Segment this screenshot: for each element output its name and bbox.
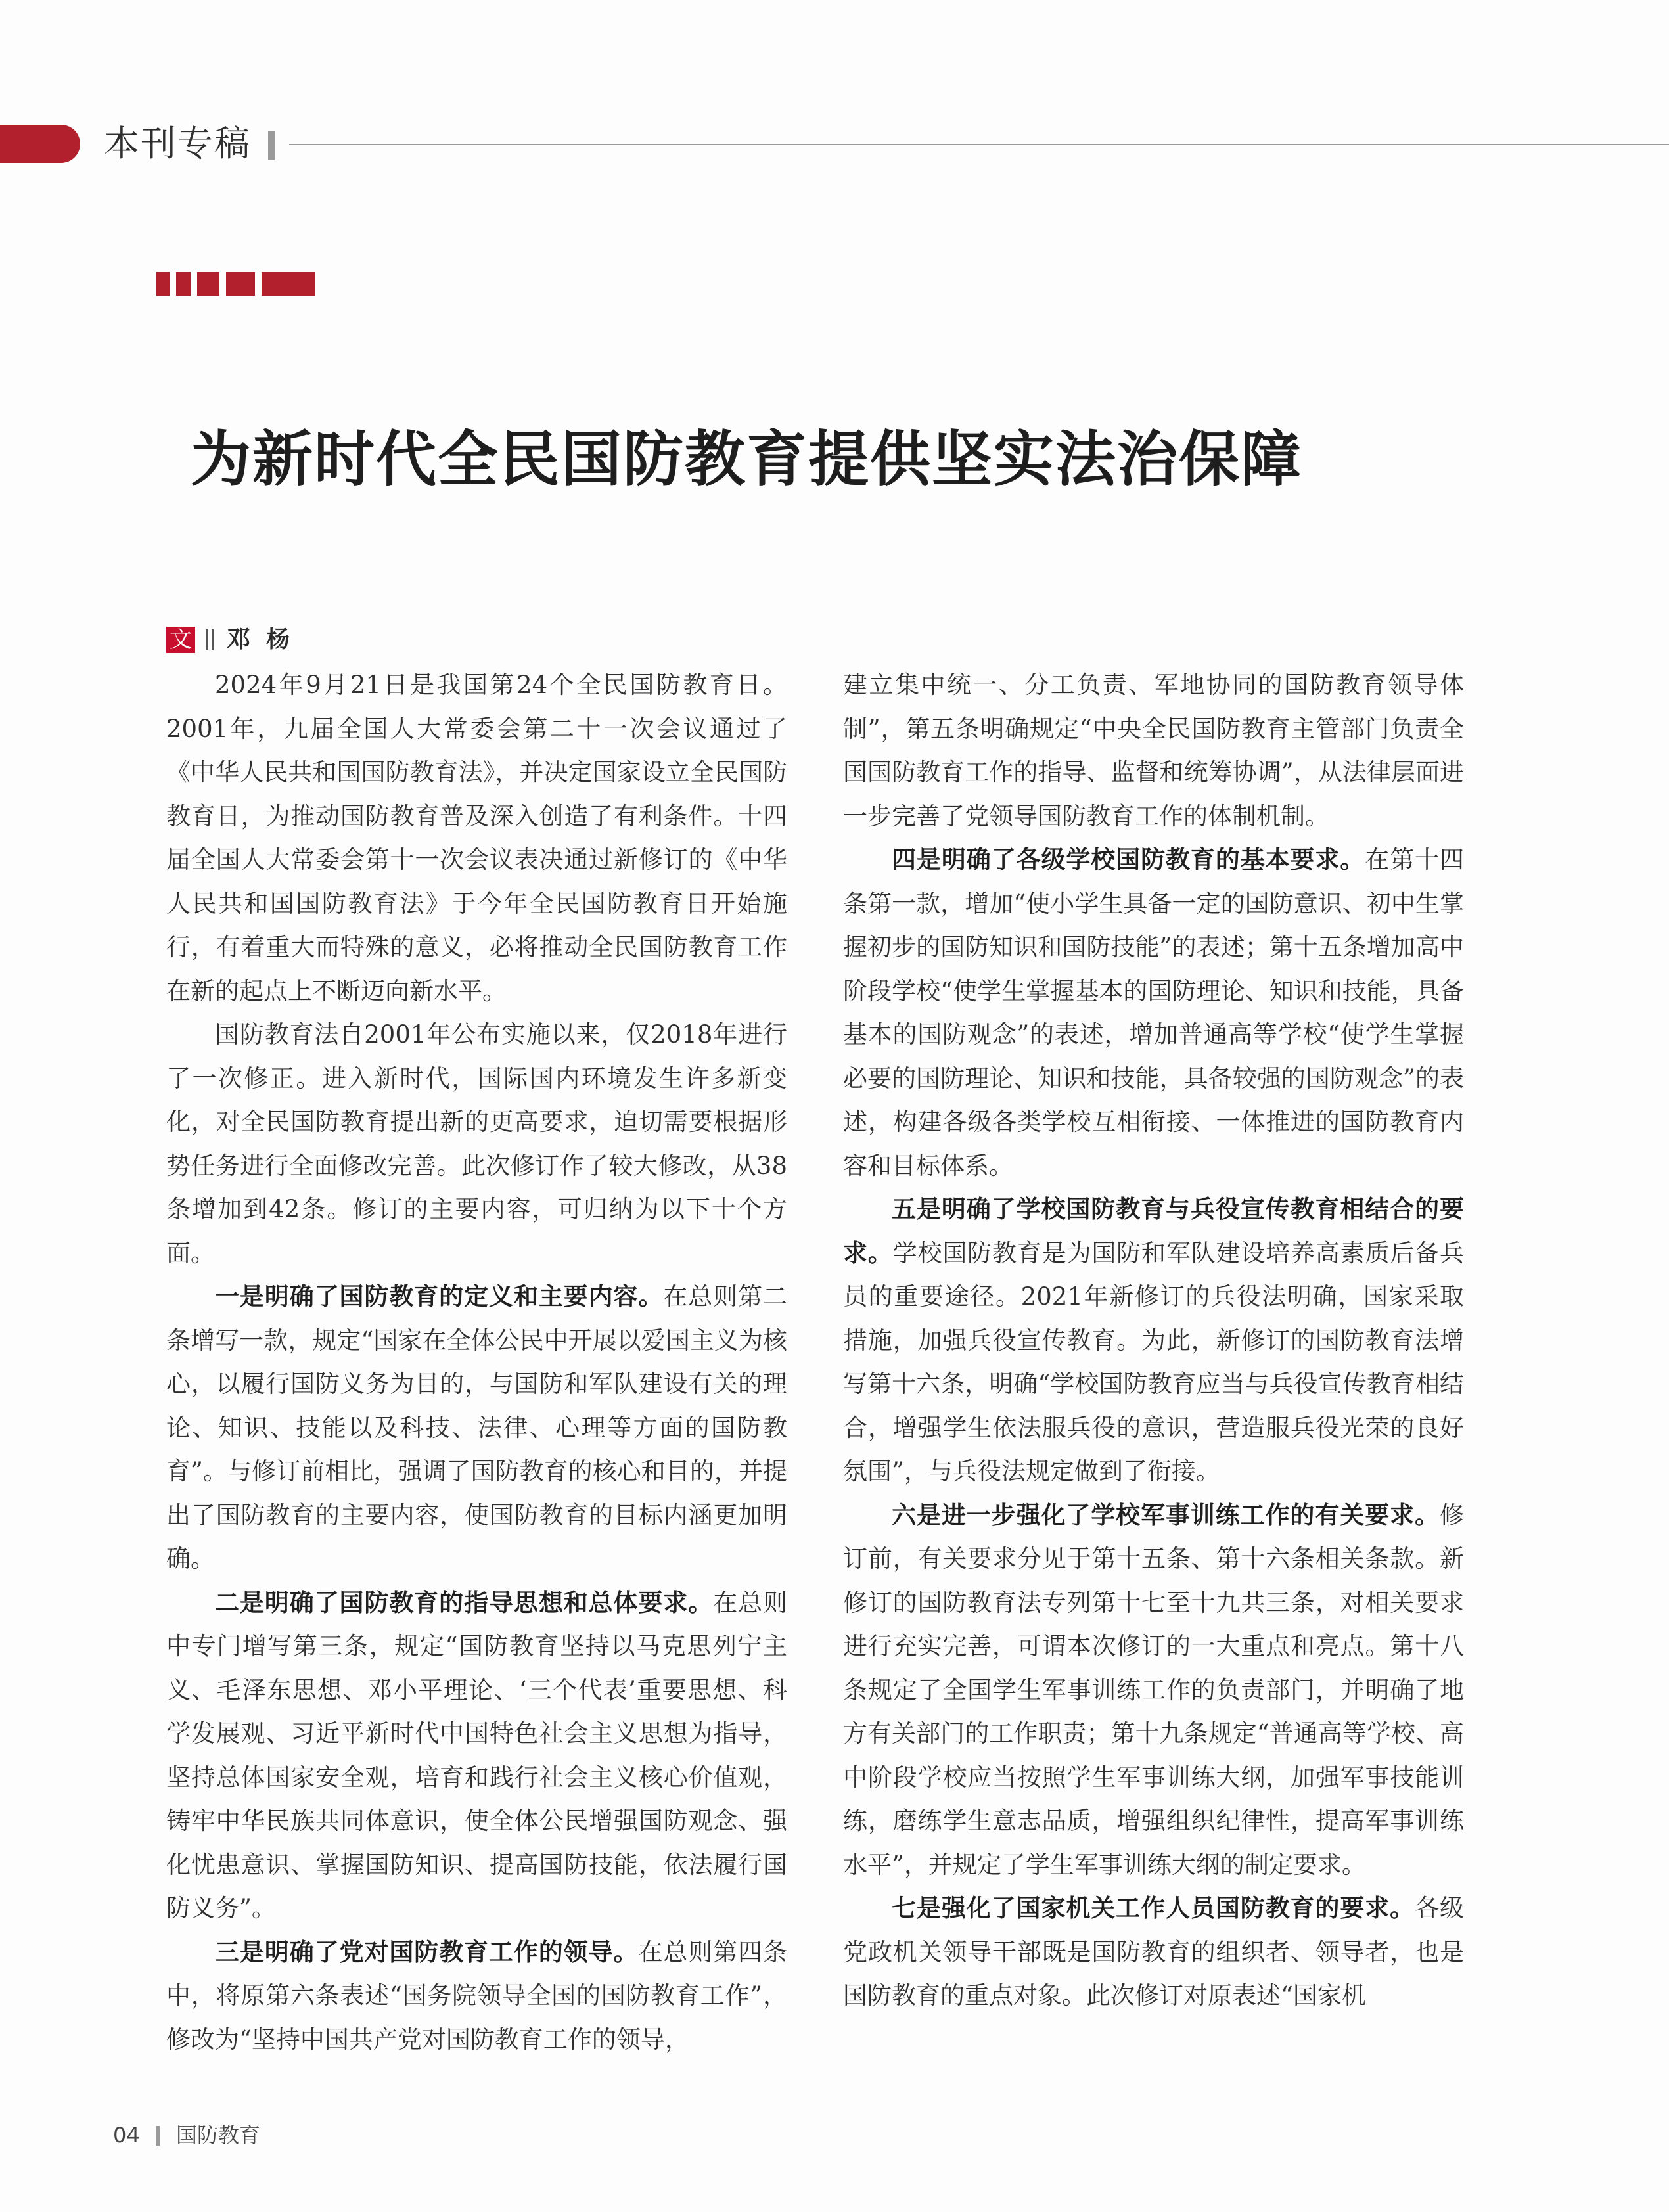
deco-square [176, 272, 191, 296]
paragraph-body: 在总则中专门增写第三条，规定“国防教育坚持以马克思列宁主义、毛泽东思想、邓小平理论、‘三个代表’重要思想、科学发展观、习近平新时代中国特色社会主义思想为指导，坚持总体国家安全观，培育和践行社会主义核心价值观，铸牢中华民族共同体意识，使全体公民增强国防观念、强化忧患意识、掌握国防知识、提高国防技能，依法履行国防义务”。 [166, 1588, 788, 1922]
paragraph-lead: 五是明确了学校国防教育与兵役宣传教育相结合的要求。 [843, 1195, 1464, 1267]
paragraph-body: 在总则第四条中，将原第六条表述“国务院领导全国的国防教育工作”，修改为“坚持中国共产党对国防教育工作的领导， [166, 1937, 788, 2054]
paragraph-body: 修订前，有关要求分见于第十五条、第十六条相关条款。新修订的国防教育法专列第十七至十九共三条，对相关要求进行充实完善，可谓本次修订的一大重点和亮点。第十八条规定了全国学生军事训练工作的负责部门，并明确了地方有关部门的工作职责；第十九条规定“普通高等学校、高中阶段学校应当按照学生军事训练大纲，加强军事技能训练，磨练学生意志品质，增强组织纪律性，提高军事训练水平”，并规定了学生军事训练大纲的制定要求。 [843, 1501, 1464, 1879]
footer-separator [156, 2126, 160, 2146]
paragraph-lead: 四是明确了各级学校国防教育的基本要求。 [892, 846, 1365, 874]
paragraph: 国防教育法自2001年公布实施以来，仅2018年进行了一次修正。进入新时代，国际国内环境发生许多新变化，对全民国防教育提出新的更高要求，迫切需要根据形势任务进行全面修改完善。此次修订作了较大修改，从38条增加到42条。修订的主要内容，可归纳为以下十个方面。 [166, 1020, 787, 1267]
section-tab-marker [0, 125, 80, 163]
paragraph-lead: 二是明确了国防教育的指导思想和总体要求。 [215, 1588, 714, 1617]
paragraph-body: 在第十四条第一款，增加“使小学生具备一定的国防意识、初中生掌握初步的国防知识和国防技能”的表述；第十五条增加高中阶段学校“使学生掌握基本的国防理论、知识和技能，具备基本的国防观念”的表述，增加普通高等学校“使学生掌握必要的国防理论、知识和技能，具备较强的国防观念”的表述，构建各级各类学校互相衔接、一体推进的国防教育内容和目标体系。 [843, 846, 1465, 1180]
paragraph [166, 1931, 787, 2062]
deco-square [156, 272, 170, 296]
paragraph [843, 1887, 1464, 2018]
byline-divider [206, 629, 214, 650]
article-title: 为新时代全民国防教育提供坚实法治保障 [191, 424, 1303, 495]
paragraph-lead: 三是明确了党对国防教育工作的领导。 [215, 1937, 639, 1966]
paragraph-body: 在总则第二条增写一款，规定“国家在全体公民中开展以爱国主义为核心，以履行国防义务为目的，与国防和军队建设有关的理论、知识、技能以及科技、法律、心理等方面的国防教育”。与修订前相比，强调了国防教育的核心和目的，并提出了国防教育的主要内容，使国防教育的目标内涵更加明确。 [166, 1282, 788, 1573]
header-rule [289, 144, 1669, 145]
section-label: 本刊专稿 [104, 123, 251, 164]
section-separator [268, 131, 275, 160]
paragraph [843, 1494, 1464, 1887]
paragraph: 建立集中统一、分工负责、军地协同的国防教育领导体制”，第五条明确规定“中央全民国防教育主管部门负责全国国防教育工作的指导、监督和统筹协调”，从法律层面进一步完善了党领导国防教育工作的体制机制。 [843, 671, 1464, 830]
deco-square [226, 272, 255, 296]
paragraph-body: 学校国防教育是为国防和军队建设培养高素质后备兵员的重要途径。2021年新修订的兵役法明确，国家采取措施，加强兵役宣传教育。为此，新修订的国防教育法增写第十六条，明确“学校国防教育应当与兵役宣传教育相结合，增强学生依法服兵役的意识，营造服兵役光荣的良好氛围”，与兵役法规定做到了衔接。 [843, 1238, 1465, 1485]
paragraph [166, 1275, 787, 1581]
paragraph-lead: 一是明确了国防教育的定义和主要内容。 [215, 1282, 664, 1311]
paragraph-body: 各级党政机关领导干部既是国防教育的组织者、领导者，也是国防教育的重点对象。此次修订对原表述“国家机 [843, 1894, 1465, 2010]
left-column [166, 664, 787, 2062]
paragraph-lead: 六是进一步强化了学校军事训练工作的有关要求。 [892, 1501, 1440, 1529]
deco-square [197, 272, 219, 296]
magazine-name: 国防教育 [176, 2123, 261, 2148]
page-number: 04 [113, 2123, 140, 2148]
paragraph [166, 1581, 787, 1931]
paragraph [843, 838, 1464, 1188]
byline-mark: 文 [166, 627, 195, 653]
right-column [843, 664, 1464, 2018]
paragraph-lead: 七是强化了国家机关工作人员国防教育的要求。 [892, 1894, 1415, 1922]
author-name: 邓杨 [227, 626, 306, 653]
paragraph: 2024年9月21日是我国第24个全民国防教育日。2001年，九届全国人大常委会第二十一次会议通过了《中华人民共和国国防教育法》，并决定国家设立全民国防教育日，为推动国防教育普及深入创造了有利条件。十四届全国人大常委会第十一次会议表决通过新修订的《中华人民共和国国防教育法》于今年全民国防教育日开始施行，有着重大而特殊的意义，必将推动全民国防教育工作在新的起点上不断迈向新水平。 [166, 671, 787, 1005]
deco-square [262, 272, 315, 296]
paragraph [843, 1188, 1464, 1494]
